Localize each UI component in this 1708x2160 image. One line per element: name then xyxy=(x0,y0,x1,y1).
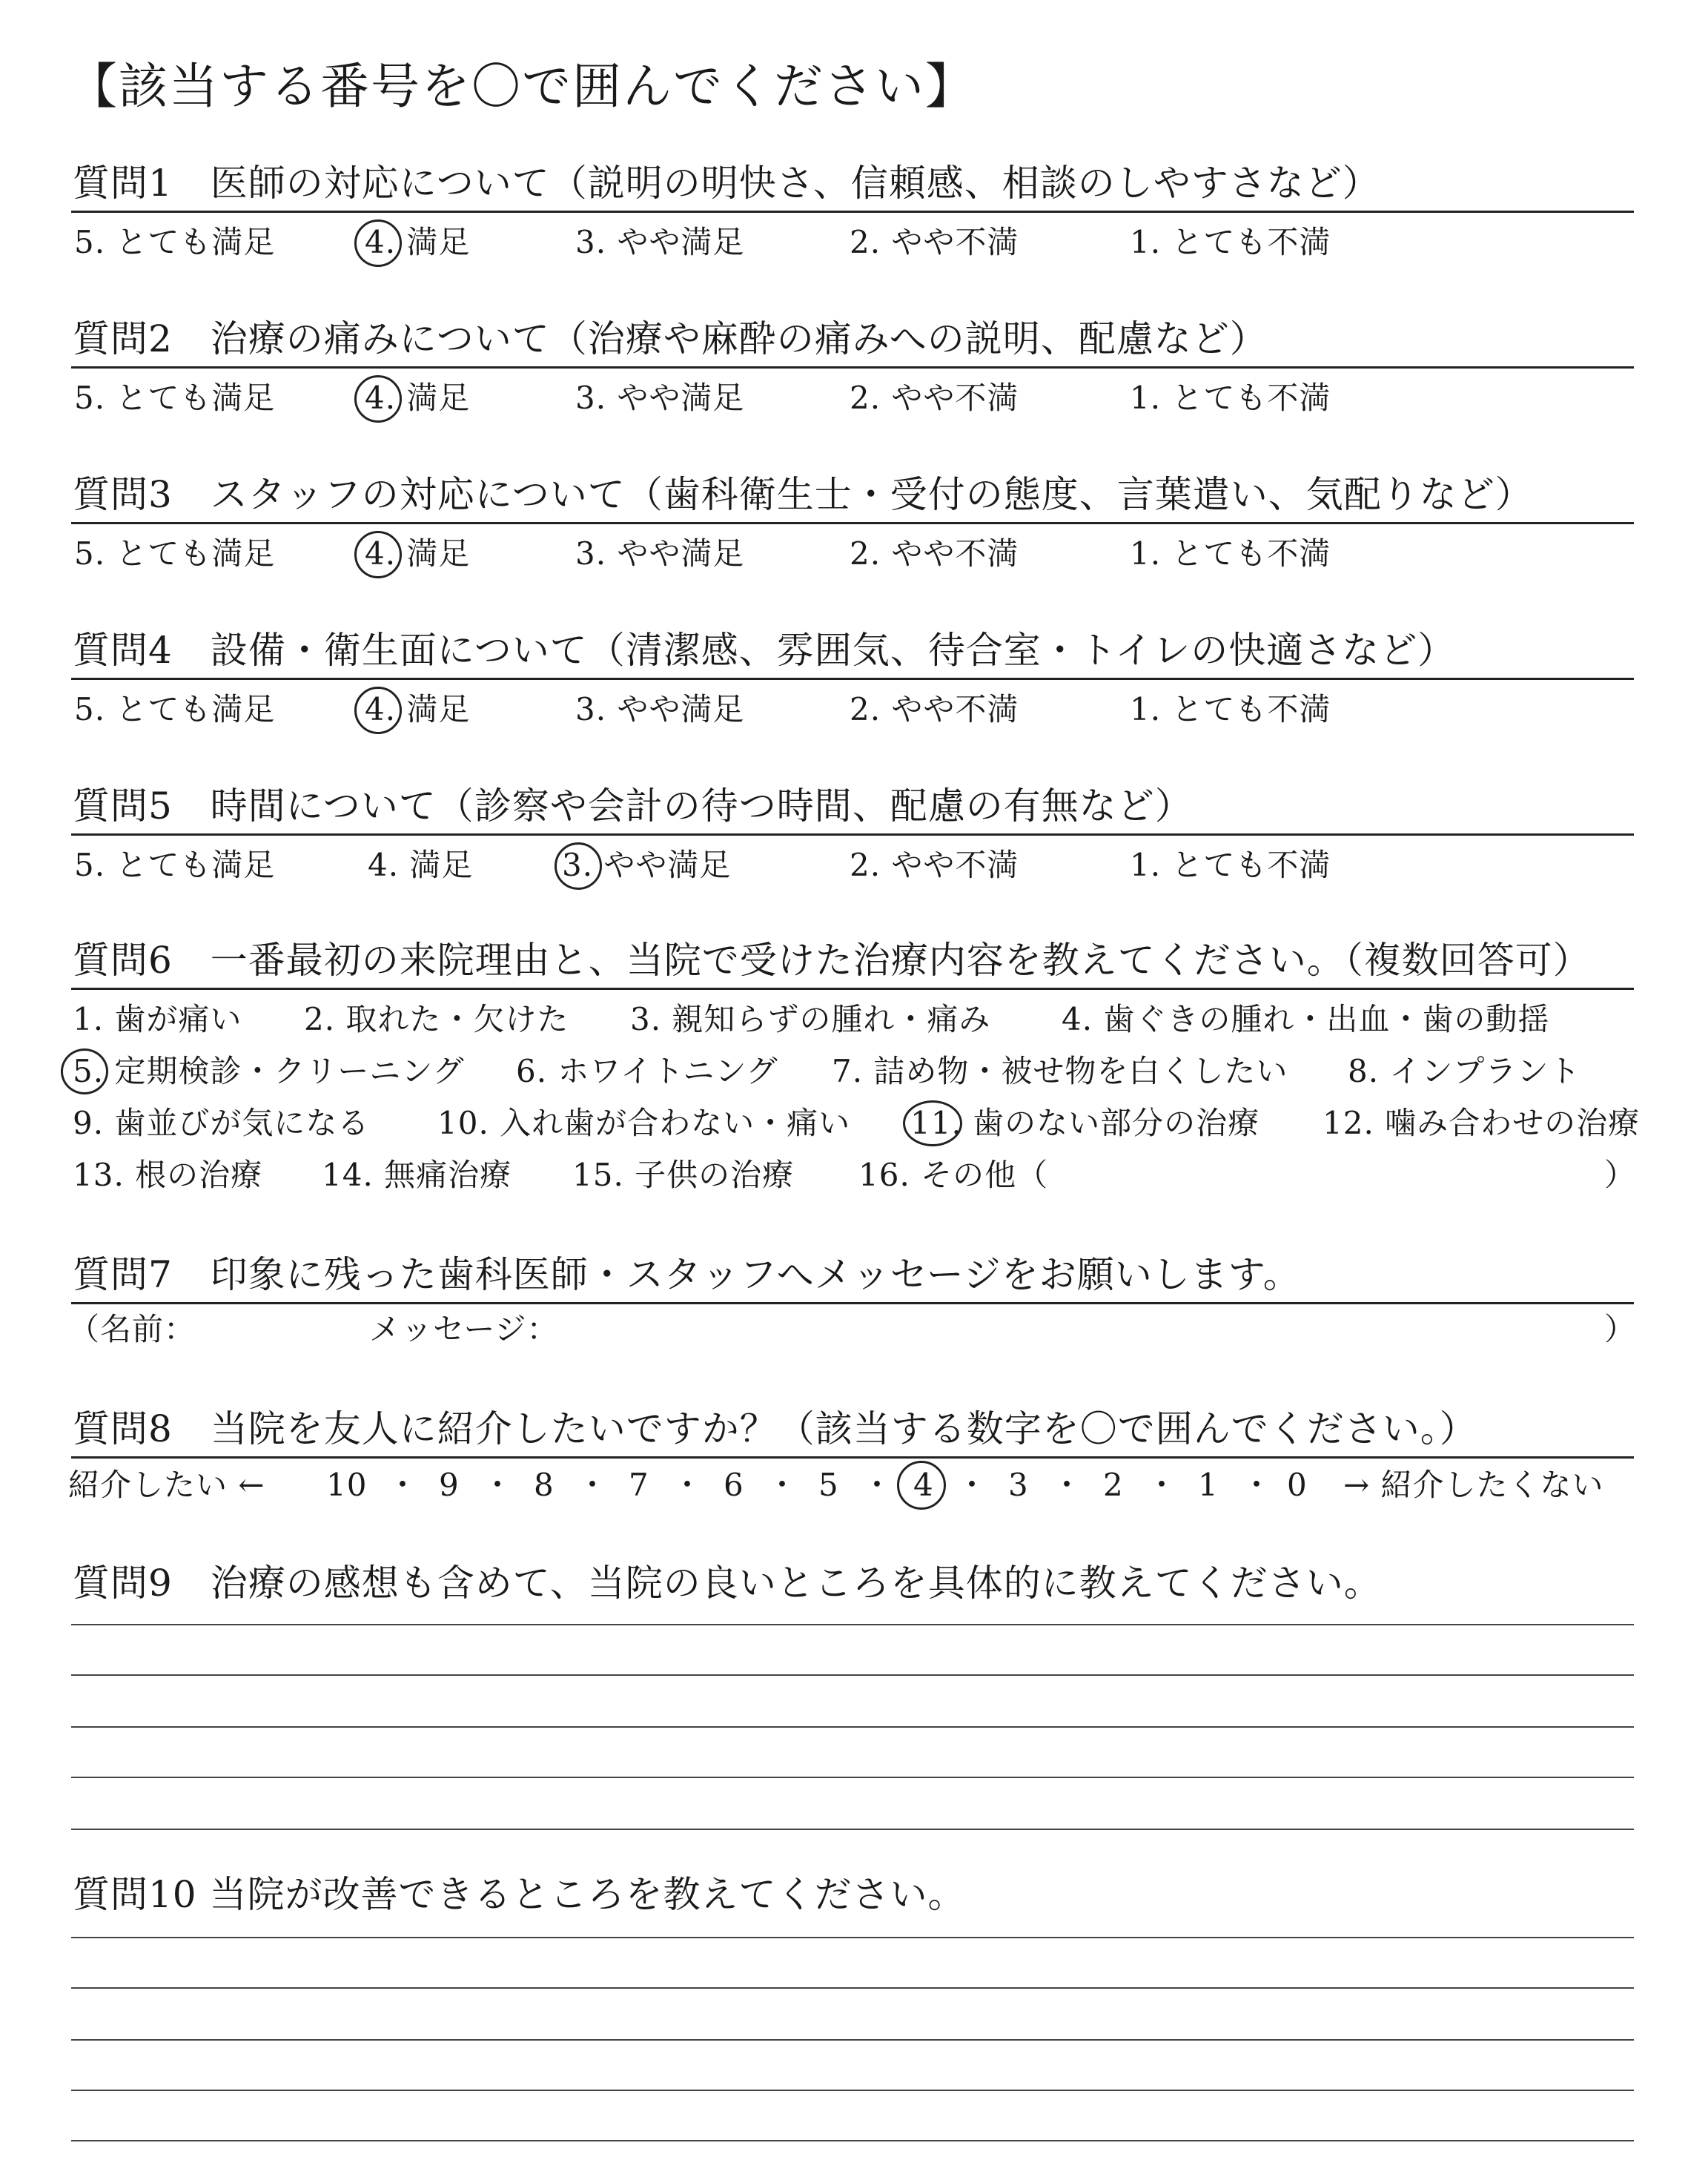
reason-option-9[interactable]: 9. 歯並びが気になる xyxy=(73,1105,370,1141)
question-6-title: 質問6 一番最初の来院理由と、当院で受けた治療内容を教えてください。（複数回答可） xyxy=(73,939,1591,982)
option-5[interactable]: 5. とても満足 xyxy=(74,535,276,572)
question-2-rule xyxy=(71,366,1634,369)
question-5-rule xyxy=(71,833,1634,836)
option-5[interactable]: 5. とても満足 xyxy=(74,847,276,883)
reason-option-4[interactable]: 4. 歯ぐきの腫れ・出血・歯の動揺 xyxy=(1062,1001,1550,1037)
option-5[interactable]: 5. とても満足 xyxy=(74,224,276,260)
option-1[interactable]: 1. とても不満 xyxy=(1130,691,1331,727)
option-2[interactable]: 2. やや不満 xyxy=(850,380,1019,416)
option-3[interactable]: 3. やや満足 xyxy=(575,380,745,416)
question-7-rule xyxy=(71,1302,1634,1304)
reason-option-11[interactable]: 11. 歯のない部分の治療 xyxy=(910,1105,1260,1141)
option-2[interactable]: 2. やや不満 xyxy=(850,847,1019,883)
scale-7[interactable]: 7 xyxy=(629,1467,649,1503)
answer-line xyxy=(71,2039,1634,2041)
recommend-right-label: → 紹介したくない xyxy=(1343,1467,1604,1503)
message-label: メッセージ： xyxy=(369,1311,559,1347)
reason-option-12[interactable]: 12. 噛み合わせの治療 xyxy=(1323,1105,1641,1141)
recommend-left-label: 紹介したい ← xyxy=(68,1467,265,1503)
option-4[interactable]: 4. 満足 xyxy=(365,380,471,416)
answer-line xyxy=(71,1937,1634,1938)
scale-4[interactable]: 4 xyxy=(913,1467,934,1503)
question-8-title: 質問8 当院を友人に紹介したいですか？（該当する数字を〇で囲んでください。） xyxy=(73,1407,1477,1450)
scale-separator: ・ xyxy=(1241,1467,1274,1503)
question-4-title: 質問4 設備・衛生面について（清潔感、雰囲気、待合室・トイレの快適さなど） xyxy=(73,629,1456,672)
scale-6[interactable]: 6 xyxy=(724,1467,744,1503)
scale-3[interactable]: 3 xyxy=(1008,1467,1029,1503)
reason-option-2[interactable]: 2. 取れた・欠けた xyxy=(304,1001,569,1037)
question-6-rule xyxy=(71,988,1634,990)
other-close-paren: ） xyxy=(1604,1157,1637,1193)
answer-line xyxy=(71,2140,1634,2141)
option-4[interactable]: 4. 満足 xyxy=(365,691,471,727)
scale-separator: ・ xyxy=(1146,1467,1179,1503)
scale-separator: ・ xyxy=(482,1467,514,1503)
question-4-rule xyxy=(71,678,1634,680)
reason-option-14[interactable]: 14. 無痛治療 xyxy=(322,1157,512,1193)
answer-line xyxy=(71,2090,1634,2091)
answer-line xyxy=(71,1987,1634,1989)
option-3[interactable]: 3. やや満足 xyxy=(575,224,745,260)
reason-option-7[interactable]: 7. 詰め物・被せ物を白くしたい xyxy=(832,1053,1288,1089)
option-4[interactable]: 4. 満足 xyxy=(365,535,471,572)
question-3-rule xyxy=(71,522,1634,524)
scale-separator: ・ xyxy=(672,1467,704,1503)
reason-option-13[interactable]: 13. 根の治療 xyxy=(73,1157,263,1193)
message-close-paren: ） xyxy=(1604,1311,1637,1347)
question-1-rule xyxy=(71,211,1634,213)
option-5[interactable]: 5. とても満足 xyxy=(74,691,276,727)
reason-option-1[interactable]: 1. 歯が痛い xyxy=(73,1001,242,1037)
option-3[interactable]: 3. やや満足 xyxy=(575,691,745,727)
option-4[interactable]: 4. 満足 xyxy=(368,847,474,883)
reason-option-6[interactable]: 6. ホワイトニング xyxy=(516,1053,778,1089)
option-4[interactable]: 4. 満足 xyxy=(365,224,471,260)
scale-10[interactable]: 10 xyxy=(326,1467,368,1503)
option-1[interactable]: 1. とても不満 xyxy=(1130,847,1331,883)
question-10-title: 質問10 当院が改善できるところを教えてください。 xyxy=(73,1873,966,1916)
scale-0[interactable]: 0 xyxy=(1287,1467,1308,1503)
option-2[interactable]: 2. やや不満 xyxy=(850,691,1019,727)
answer-line xyxy=(71,1777,1634,1778)
question-2-title: 質問2 治療の痛みについて（治療や麻酔の痛みへの説明、配慮など） xyxy=(73,317,1268,360)
question-3-title: 質問3 スタッフの対応について（歯科衛生士・受付の態度、言葉遣い、気配りなど） xyxy=(73,473,1533,516)
scale-separator: ・ xyxy=(1051,1467,1084,1503)
scale-9[interactable]: 9 xyxy=(439,1467,460,1503)
question-1-title: 質問1 医師の対応について（説明の明快さ、信頼感、相談のしやすさなど） xyxy=(73,162,1380,205)
page-title: 【該当する番号を〇で囲んでください】 xyxy=(68,58,976,115)
question-5-title: 質問5 時間について（診察や会計の待つ時間、配慮の有無など） xyxy=(73,785,1193,828)
scale-separator: ・ xyxy=(387,1467,420,1503)
scale-2[interactable]: 2 xyxy=(1103,1467,1124,1503)
scale-8[interactable]: 8 xyxy=(534,1467,555,1503)
answer-line xyxy=(71,1674,1634,1676)
option-5[interactable]: 5. とても満足 xyxy=(74,380,276,416)
scale-1[interactable]: 1 xyxy=(1198,1467,1219,1503)
scale-separator: ・ xyxy=(767,1467,799,1503)
reason-option-15[interactable]: 15. 子供の治療 xyxy=(572,1157,795,1193)
scale-5[interactable]: 5 xyxy=(818,1467,839,1503)
reason-option-10[interactable]: 10. 入れ歯が合わない・痛い xyxy=(437,1105,851,1141)
option-1[interactable]: 1. とても不満 xyxy=(1130,224,1331,260)
option-3[interactable]: 3. やや満足 xyxy=(575,535,745,572)
reason-option-5[interactable]: 5. 定期検診・クリーニング xyxy=(73,1053,465,1089)
answer-line xyxy=(71,1726,1634,1728)
scale-separator: ・ xyxy=(577,1467,609,1503)
option-2[interactable]: 2. やや不満 xyxy=(850,224,1019,260)
name-label: （名前： xyxy=(68,1311,196,1347)
question-9-title: 質問9 治療の感想も含めて、当院の良いところを具体的に教えてください。 xyxy=(73,1562,1382,1605)
reason-option-16[interactable]: 16. その他（ xyxy=(858,1157,1049,1193)
scale-separator: ・ xyxy=(861,1467,894,1503)
answer-line xyxy=(71,1829,1634,1830)
option-1[interactable]: 1. とても不満 xyxy=(1130,380,1331,416)
option-2[interactable]: 2. やや不満 xyxy=(850,535,1019,572)
reason-option-8[interactable]: 8. インプラント xyxy=(1348,1053,1581,1089)
reason-option-3[interactable]: 3. 親知らずの腫れ・痛み xyxy=(630,1001,991,1037)
question-8-rule xyxy=(71,1456,1634,1459)
option-1[interactable]: 1. とても不満 xyxy=(1130,535,1331,572)
scale-separator: ・ xyxy=(956,1467,989,1503)
question-7-title: 質問7 印象に残った歯科医師・スタッフへメッセージをお願いします。 xyxy=(73,1253,1301,1296)
answer-line xyxy=(71,1624,1634,1625)
option-3[interactable]: 3. やや満足 xyxy=(562,847,732,883)
